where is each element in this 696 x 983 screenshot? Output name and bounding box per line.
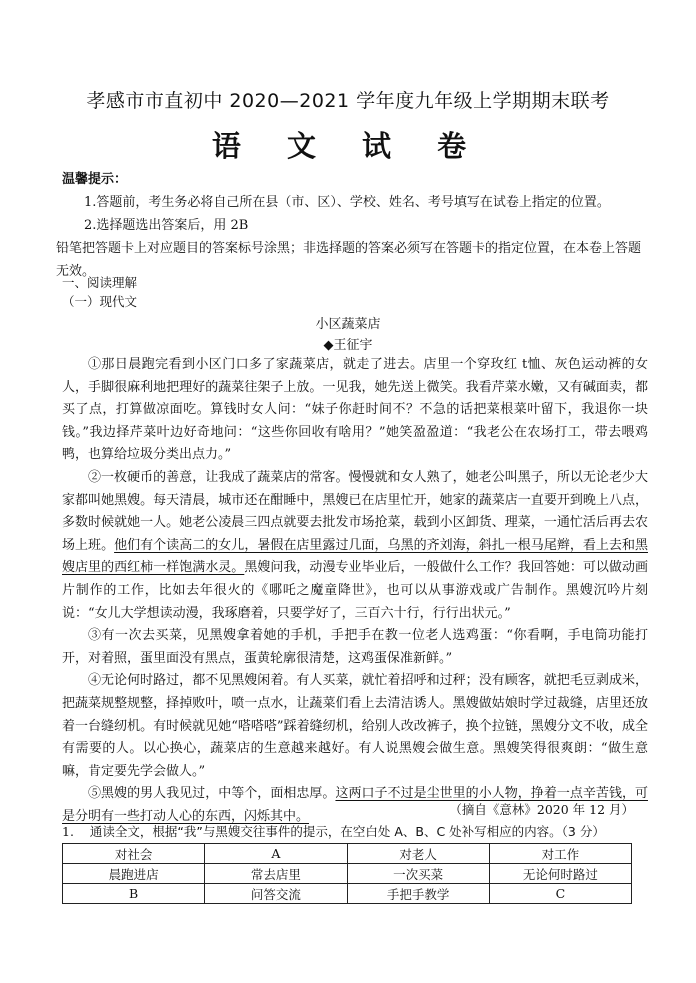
- paragraph-5-part-a: ⑤黑嫂的男人我见过，中等个，面相忠厚。: [88, 786, 336, 802]
- table-cell: 对工作: [489, 844, 631, 864]
- notice-item-2: 2.选择题选出答案后，用 2B: [84, 218, 249, 233]
- paragraph-2: [62, 467, 648, 625]
- table-cell: 问答交流: [205, 884, 347, 904]
- notice-item-2-continuation: 铅笔把答题卡上对应题目的答案标号涂黑；非选择题的答案必须写在答题卡的指定位置，在本卷上答题无效。: [56, 241, 642, 279]
- table-cell: 对老人: [347, 844, 489, 864]
- underlined-sentence-2: 这两口子不过是尘世里的小人物，挣着一点辛苦钱，可是分明有一些打动人心的东西，闪烁其中。: [62, 786, 648, 824]
- article-author: ◆王征宇: [323, 338, 373, 353]
- paragraph-4: ④无论何时路过，都不见黑嫂闲着。有人买菜，就忙着招呼和过秤；没有顾客，就把毛豆剥成米，把蔬菜规整规整，择掉败叶，喷一点水，让蔬菜们看上去清洁诱人。黑嫂做姑娘时学过裁缝，店里还放着一台缝纫机。有时候就见她“嗒嗒嗒”踩着缝纫机，给别人改改裤子，换个拉链，黑嫂分文不收，成全有需要的人。以心换心，蔬菜店的生意越来越好。有人说黑嫂会做生意。黑嫂笑得很爽朗：“做生意嘛，肯定要先学会做人。”: [62, 673, 648, 779]
- exam-title: 孝感市市直初中 2020—2021 学年度九年级上学期期末联考: [86, 90, 610, 112]
- notice-item-1: 1.答题前，考生务必将自己所在县（市、区）、学校、姓名、考号填写在试卷上指定的位置。: [84, 195, 610, 210]
- table-cell: 一次买菜: [347, 864, 489, 884]
- table-row: [63, 884, 632, 904]
- table-cell: A: [205, 844, 347, 864]
- article-source: （摘自《意林》2020 年 12 月）: [449, 802, 634, 817]
- paragraph-3: ③有一次去买菜，见黑嫂拿着她的手机，手把手在教一位老人选鸡蛋：“你看啊，手电筒功能打开，对着照，蛋里面没有黑点，蛋黄轮廓很清楚，这鸡蛋保准新鲜。”: [62, 628, 648, 666]
- question-number: 1.: [62, 824, 74, 839]
- answer-table: [62, 843, 632, 904]
- paragraph-1: ①那日晨跑完看到小区门口多了家蔬菜店，就走了进去。店里一个穿玫红 t恤、灰色运动裤的女人，手脚很麻利地把理好的蔬菜往架子上放。一见我，她先送上微笑。我看芹菜水嫩，又有碱面卖，都买了点，打算做凉面吃。算钱时女人问：“妹子你赶时间不？不急的话把菜根菜叶留下，我退你一块钱。”我边择芹菜叶边好奇地问：“这些你回收有啥用？”她笑盈盈道：“我老公在农场打工，带去喂鸡鸭，也算给垃圾分类出点力。”: [62, 357, 648, 463]
- paragraph-2-part-a: ②一枚硬币的善意，让我成了蔬菜店的常客。慢慢就和女人熟了，她老公叫黑子，所以无论老少大家都叫她黑嫂。每天清晨，城市还在酣睡中，黑嫂已在店里忙开，她家的蔬菜店一直要开到晚上八点，多数时候就她一人。她老公凌晨三四点就要去批发市场抢菜，载到小区卸货、理菜，一通忙活后再去农场上班。: [62, 469, 648, 553]
- subject-title: 语 文 试 卷: [211, 129, 485, 163]
- paragraph-2-part-b: 黑嫂问我，动漫专业毕业后，一般做什么工作？我回答她：可以做动画片制作的工作，比如去年很火的《哪吒之魔童降世》，也可以从事游戏或广告制作。黑嫂沉吟片刻说：“女儿大学想读动漫，我琢磨着，只要学好了，三百六十行，行行出状元。”: [62, 560, 648, 621]
- section-heading: 一、阅读理解: [62, 275, 138, 290]
- table-cell: B: [63, 884, 205, 904]
- table-cell: 手把手教学: [347, 884, 489, 904]
- table-cell: C: [489, 884, 631, 904]
- underlined-sentence-1: 他们有个读高二的女儿，暑假在店里露过几面，乌黑的齐刘海，斜扎一根马尾辫，看上去和黑嫂店里的西红柿一样饱满水灵。: [62, 537, 648, 576]
- table-cell: 常去店里: [205, 864, 347, 884]
- notice-block: [56, 168, 642, 283]
- table-cell: 晨跑进店: [63, 864, 205, 884]
- table-cell: 对社会: [63, 844, 205, 864]
- table-cell: 无论何时路过: [489, 864, 631, 884]
- question-1: [62, 822, 662, 840]
- subsection-heading: （一）现代文: [62, 294, 138, 309]
- table-row: [63, 844, 632, 864]
- article-title: 小区蔬菜店: [315, 317, 381, 332]
- article-body: [62, 354, 648, 828]
- notice-heading: 温馨提示：: [62, 172, 128, 187]
- table-row: [63, 864, 632, 884]
- question-text: 通读全文，根据“我”与黑嫂交往事件的提示，在空白处 A、B、C 处补写相应的内容。（3 分）: [89, 824, 605, 839]
